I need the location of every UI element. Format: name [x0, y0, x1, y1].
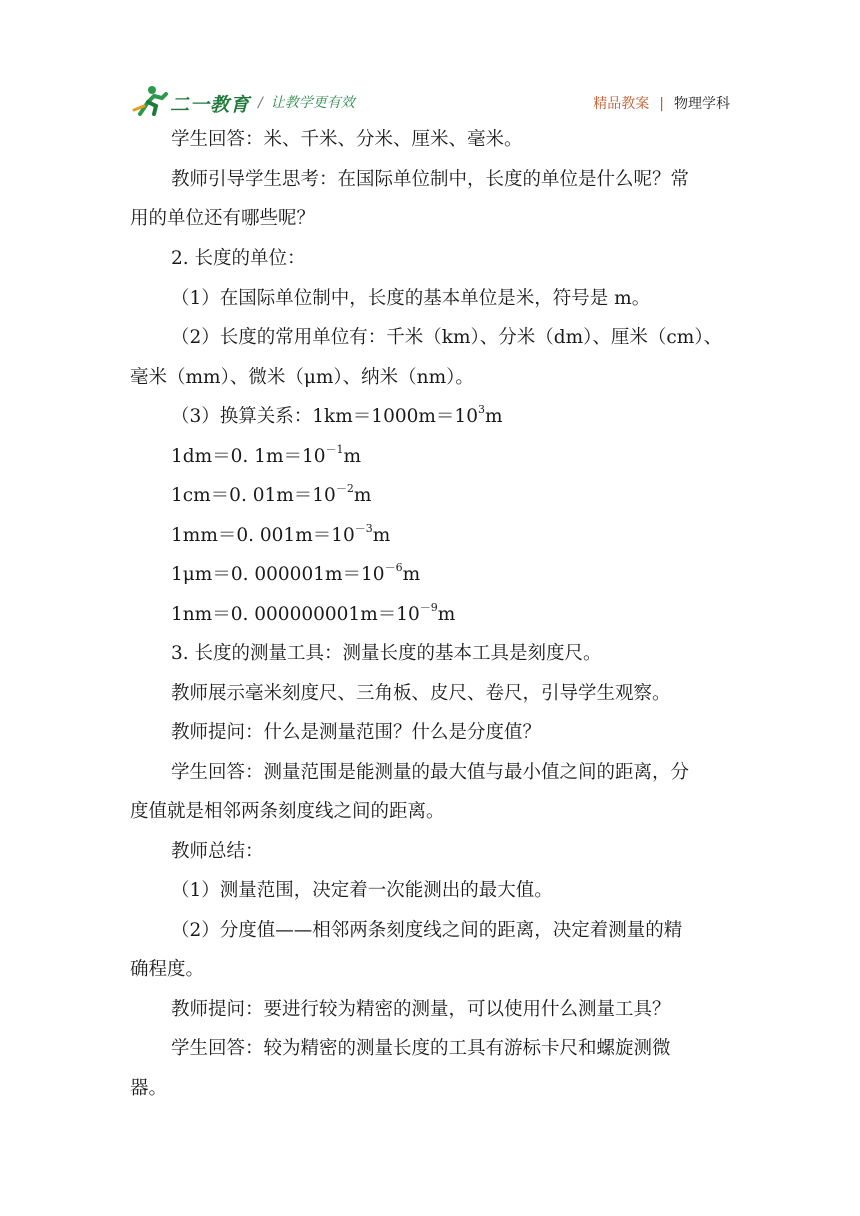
paragraph-line: （1）测量范围，决定着一次能测出的最大值。 — [171, 880, 553, 901]
paragraph-line: 器。 — [130, 1078, 168, 1099]
logo-text: 二一教育 — [170, 94, 251, 116]
header-badge — [593, 93, 730, 113]
formula-line — [171, 521, 391, 548]
formula-exponent: －9 — [419, 600, 438, 614]
slogan-text: 让教学更有效 — [270, 95, 355, 111]
paragraph-line: 教师展示毫米刻度尺、三角板、皮尺、卷尺，引导学生观察。 — [171, 683, 671, 704]
formula-line — [171, 402, 503, 429]
paragraph-line: 教师引导学生思考：在国际单位制中，长度的单位是什么呢？常 — [171, 169, 690, 190]
paragraph-line: 学生回答：较为精密的测量长度的工具有游标卡尺和螺旋测微 — [171, 1038, 671, 1059]
paragraph-line: 毫米（mm）、微米（μm）、纳米（nm）。 — [130, 367, 474, 388]
paragraph-line: 教师提问：要进行较为精密的测量，可以使用什么测量工具？ — [171, 999, 671, 1020]
badge-separator: | — [659, 96, 664, 112]
paragraph-line: 教师总结： — [171, 841, 264, 862]
page-header — [132, 84, 730, 118]
paragraph-line: 确程度。 — [130, 959, 205, 980]
formula-exponent: －3 — [354, 521, 373, 535]
formula-text: 1dm＝0. 1m＝10 — [171, 446, 326, 467]
paragraph-line: 度值就是相邻两条刻度线之间的距离。 — [130, 801, 445, 822]
section-heading: 2. 长度的单位： — [171, 248, 306, 269]
formula-unit: m — [372, 525, 391, 546]
paragraph-line: 教师提问：什么是测量范围？什么是分度值？ — [171, 722, 542, 743]
paragraph-line: 学生回答：测量范围是能测量的最大值与最小值之间的距离，分 — [171, 762, 690, 783]
paragraph-line: 学生回答：米、千米、分米、厘米、毫米。 — [171, 129, 523, 150]
slogan — [258, 92, 355, 112]
paragraph-line: 用的单位还有哪些呢？ — [130, 208, 316, 229]
logo — [132, 84, 252, 118]
formula-unit: m — [484, 406, 503, 427]
paragraph-line: （1）在国际单位制中，长度的基本单位是米，符号是 m。 — [171, 288, 651, 309]
formula-exponent: －2 — [335, 481, 354, 495]
formula-line — [171, 560, 421, 587]
formula-exponent: －6 — [384, 560, 403, 574]
formula-exponent: 3 — [477, 402, 485, 416]
formula-exponent: －1 — [325, 442, 344, 456]
formula-text: 1μm＝0. 000001m＝10 — [171, 564, 385, 585]
badge-premium: 精品教案 — [593, 96, 650, 112]
paragraph-line: （2）长度的常用单位有：千米（km）、分米（dm）、厘米（cm）、 — [171, 327, 723, 348]
section-heading: 3. 长度的测量工具：测量长度的基本工具是刻度尺。 — [171, 643, 602, 664]
formula-text: （3）换算关系：1km＝1000m＝10 — [171, 406, 478, 427]
badge-subject: 物理学科 — [674, 96, 730, 112]
formula-line — [171, 442, 362, 469]
formula-text: 1cm＝0. 01m＝10 — [171, 485, 336, 506]
formula-unit: m — [353, 485, 372, 506]
formula-text: 1mm＝0. 001m＝10 — [171, 525, 355, 546]
paragraph-line: （2）分度值——相邻两条刻度线之间的距离，决定着测量的精 — [171, 920, 683, 941]
formula-unit: m — [343, 446, 362, 467]
formula-line — [171, 481, 372, 508]
formula-unit: m — [437, 604, 456, 625]
slogan-slash: / — [258, 95, 263, 111]
formula-text: 1nm＝0. 000000001m＝10 — [171, 604, 420, 625]
formula-unit: m — [402, 564, 421, 585]
formula-line — [171, 600, 456, 627]
runner-logo-icon — [132, 84, 172, 118]
